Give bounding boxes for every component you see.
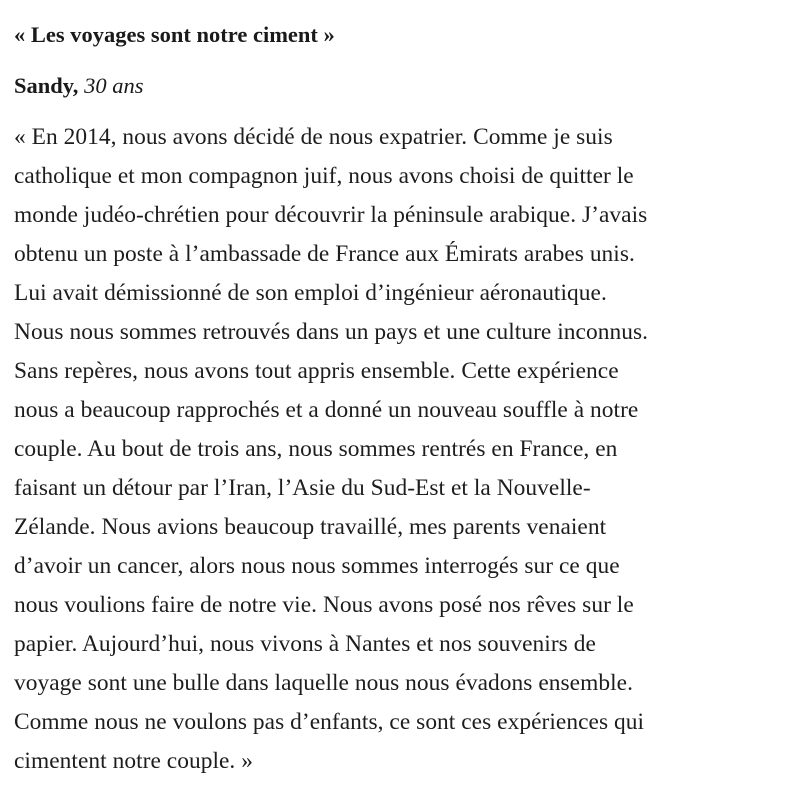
paragraph-line: d’avoir un cancer, alors nous nous sommes interrogés sur ce que bbox=[14, 553, 620, 579]
paragraph-line: nous a beaucoup rapprochés et a donné un nouveau souffle à notre bbox=[14, 397, 639, 423]
paragraph-line: « En 2014, nous avons décidé de nous expatrier. Comme je suis bbox=[14, 124, 613, 150]
paragraph-line: couple. Au bout de trois ans, nous sommes rentrés en France, en bbox=[14, 436, 618, 462]
paragraph-line: Comme nous ne voulons pas d’enfants, ce sont ces expériences qui bbox=[14, 709, 645, 735]
paragraph-line: Nous nous sommes retrouvés dans un pays et une culture inconnus. bbox=[14, 319, 648, 345]
paragraph-line: voyage sont une bulle dans laquelle nous nous évadons ensemble. bbox=[14, 670, 633, 696]
paragraph-line: catholique et mon compagnon juif, nous avons choisi de quitter le bbox=[14, 163, 634, 189]
article bbox=[14, 18, 792, 781]
paragraph-line: Lui avait démissionné de son emploi d’ingénieur aéronautique. bbox=[14, 280, 607, 306]
paragraph-line: Zélande. Nous avions beaucoup travaillé, mes parents venaient bbox=[14, 514, 607, 540]
byline-age: 30 ans bbox=[84, 73, 144, 98]
paragraph-line: monde judéo-chrétien pour découvrir la péninsule arabique. J’avais bbox=[14, 202, 648, 228]
paragraph-line: nous voulions faire de notre vie. Nous avons posé nos rêves sur le bbox=[14, 592, 634, 618]
paragraph-line: cimentent notre couple. » bbox=[14, 748, 253, 774]
paragraph-line: obtenu un poste à l’ambassade de France aux Émirats arabes unis. bbox=[14, 241, 635, 267]
paragraph-line: Sans repères, nous avons tout appris ensemble. Cette expérience bbox=[14, 358, 619, 384]
byline bbox=[14, 69, 792, 103]
paragraph-line: faisant un détour par l’Iran, l’Asie du Sud-Est et la Nouvelle- bbox=[14, 475, 591, 501]
paragraph-line: papier. Aujourd’hui, nous vivons à Nantes et nos souvenirs de bbox=[14, 631, 596, 657]
byline-name: Sandy, bbox=[14, 73, 79, 98]
article-headline: « Les voyages sont notre ciment » bbox=[14, 22, 335, 47]
testimony-paragraph bbox=[14, 118, 792, 781]
